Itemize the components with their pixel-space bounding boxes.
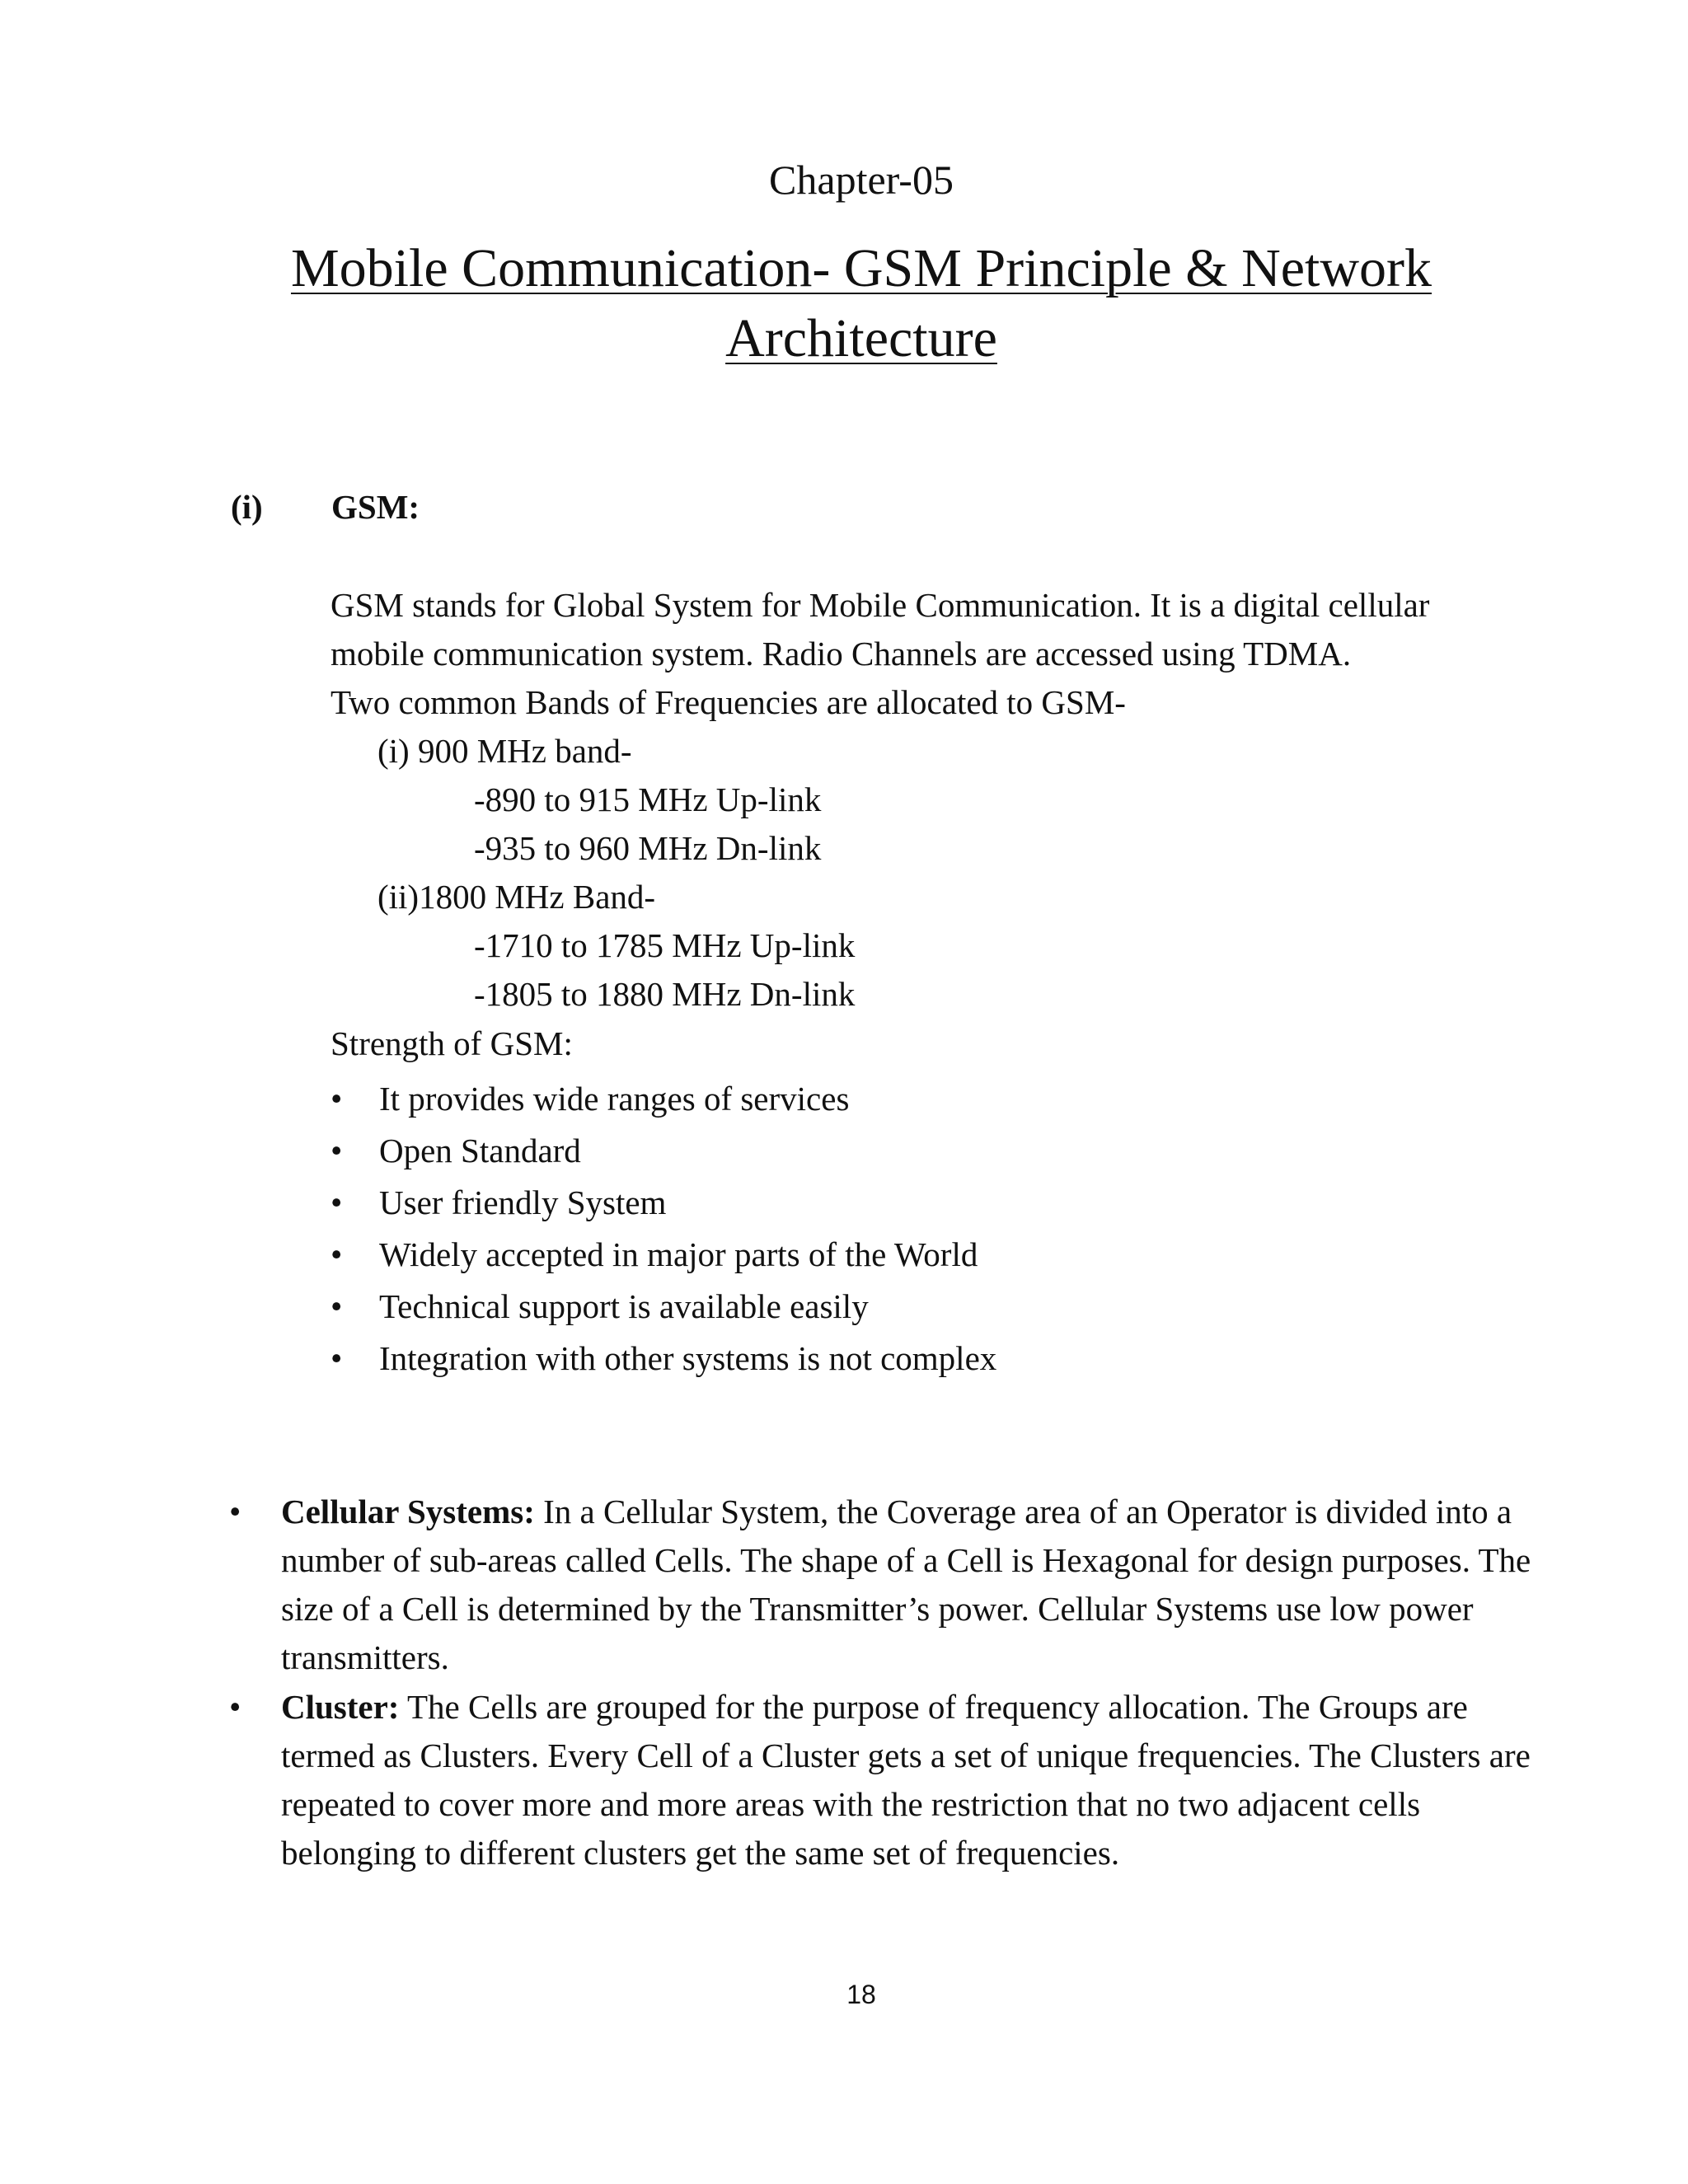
strength-list (331, 1073, 996, 1385)
list-item-text: Widely accepted in major parts of the World (379, 1235, 978, 1273)
page-title-line-2: Architecture (725, 308, 997, 368)
definition-text (281, 1488, 1534, 1682)
list-item-text: It provides wide ranges of services (379, 1080, 850, 1118)
chapter-label: Chapter-05 (769, 157, 954, 203)
section-heading: GSM: (331, 488, 420, 526)
band-range: -890 to 915 MHz Up-link (474, 780, 822, 818)
list-item (331, 1281, 996, 1333)
bullet-icon: • (331, 1183, 343, 1221)
bullet-icon: • (331, 1339, 343, 1377)
band-label: (ii)1800 MHz Band- (377, 878, 656, 916)
list-item (331, 1125, 996, 1177)
page-title (0, 233, 1688, 373)
bullet-icon: • (331, 1287, 343, 1325)
bullet-icon: • (229, 1688, 241, 1726)
paragraph-line: Two common Bands of Frequencies are allocated to GSM- (331, 683, 1126, 721)
definition-term: Cellular Systems: (281, 1493, 535, 1530)
list-item (331, 1177, 996, 1229)
bullet-icon: • (229, 1493, 241, 1530)
list-item-text: Technical support is available easily (379, 1287, 869, 1325)
definition-body: The Cells are grouped for the purpose of frequency allocation. The Groups are termed as Clusters. Every Cell of a Cluster gets a set of unique frequencies. The Clusters are repeated to cover more and more areas with the restriction that no two adjacent cells belonging to different clusters get the same set of frequencies. (281, 1688, 1531, 1872)
strength-heading: Strength of GSM: (331, 1024, 573, 1062)
band-label: (i) 900 MHz band- (377, 732, 632, 770)
band-range: -1805 to 1880 MHz Dn-link (474, 975, 856, 1013)
band-range: -935 to 960 MHz Dn-link (474, 829, 822, 867)
paragraph-line: mobile communication system. Radio Channels are accessed using TDMA. (331, 635, 1352, 673)
list-item (331, 1229, 996, 1281)
definition-body: In a Cellular System, the Coverage area of an Operator is divided into a number of sub-areas called Cells. The shape of a Cell is Hexagonal for design purposes. The size of a Cell is determined by the Transmitter’s power. Cellular Systems use low power transmitters. (281, 1493, 1531, 1676)
band-range: -1710 to 1785 MHz Up-link (474, 926, 856, 964)
bullet-icon: • (331, 1235, 343, 1273)
list-item-text: Open Standard (379, 1132, 581, 1169)
section-number: (i) (231, 488, 263, 526)
list-item (331, 1333, 996, 1385)
list-item (331, 1073, 996, 1125)
page-title-line-1: Mobile Communication- GSM Principle & Network (290, 238, 1432, 298)
definition-term: Cluster: (281, 1688, 400, 1726)
definition-text (281, 1683, 1534, 1877)
list-item-text: Integration with other systems is not complex (379, 1339, 997, 1377)
bullet-icon: • (331, 1132, 343, 1169)
paragraph-line: GSM stands for Global System for Mobile Communication. It is a digital cellular (331, 586, 1430, 624)
page-number: 18 (846, 1980, 876, 2009)
bullet-icon: • (331, 1080, 343, 1118)
list-item-text: User friendly System (379, 1183, 667, 1221)
